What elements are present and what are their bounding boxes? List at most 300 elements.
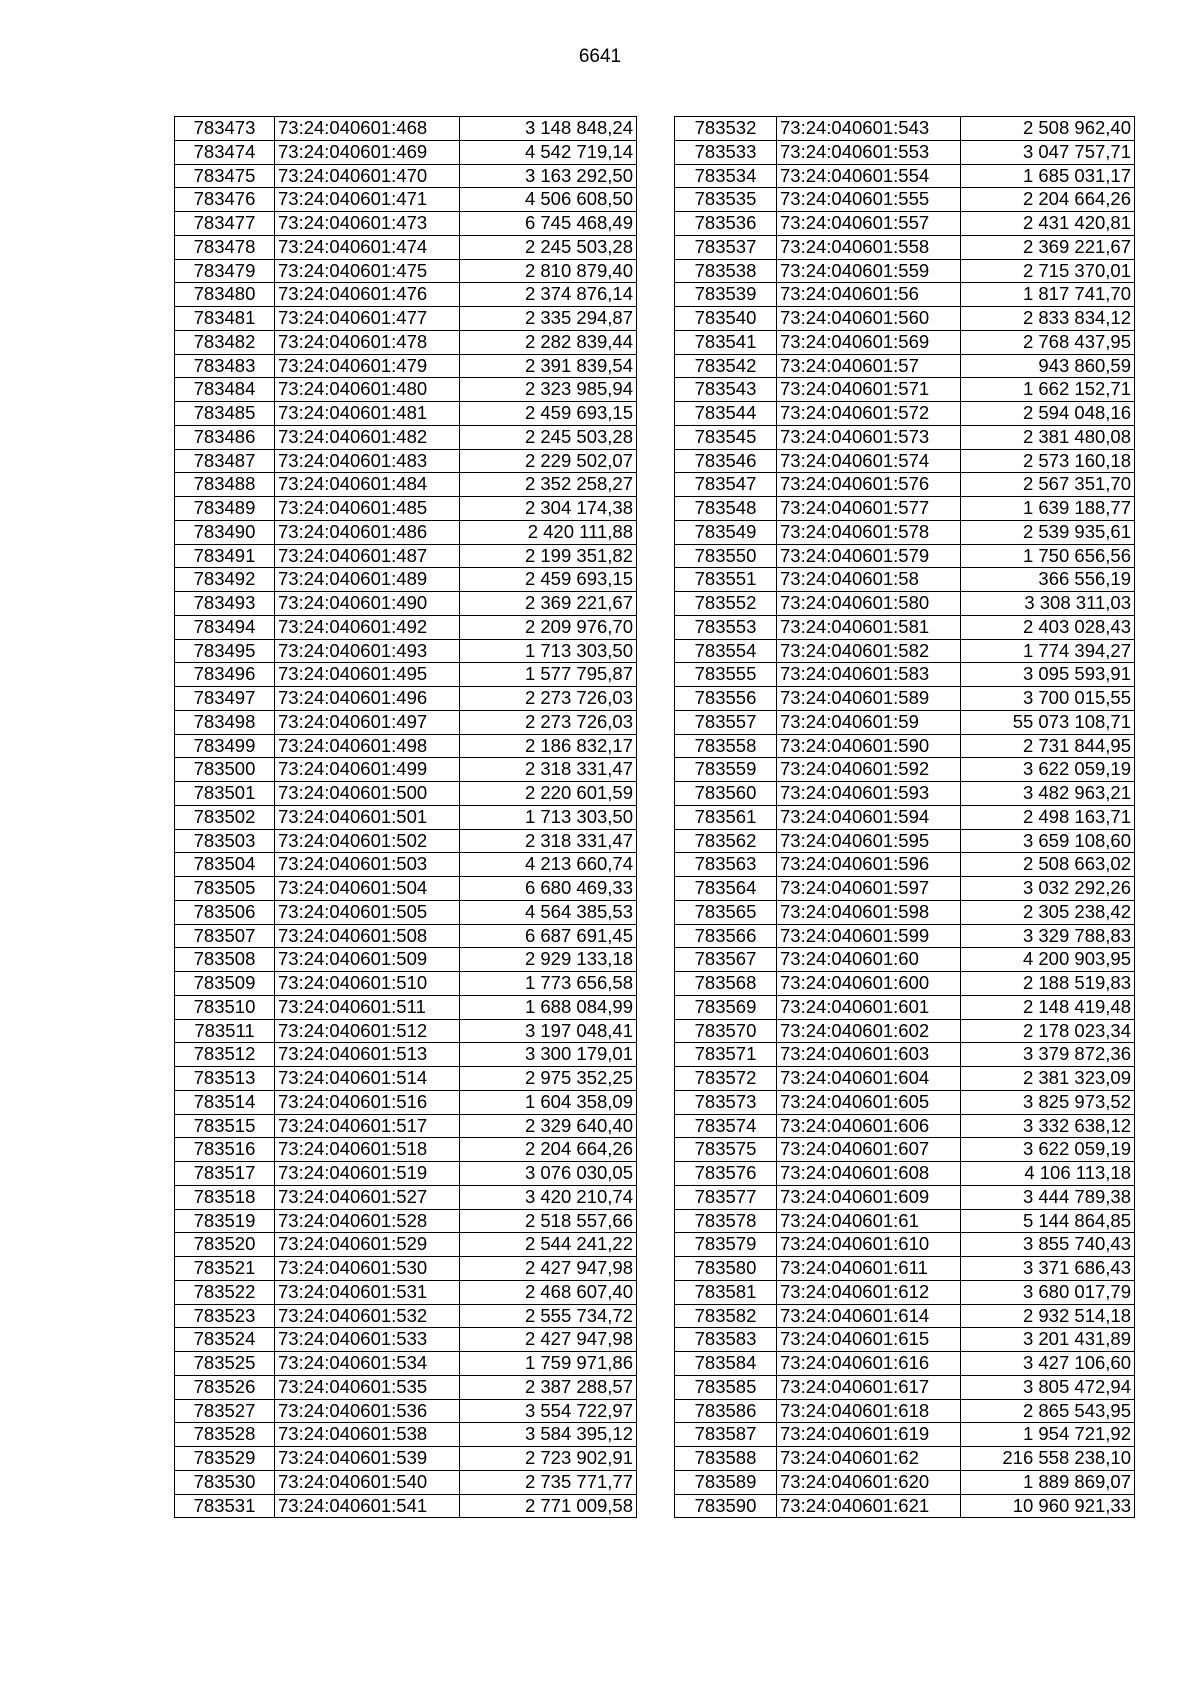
value-cell: 3 308 311,03 (961, 592, 1135, 616)
cadastral-number-cell: 73:24:040601:487 (275, 544, 460, 568)
cadastral-number-cell: 73:24:040601:592 (777, 758, 961, 782)
cadastral-number-cell: 73:24:040601:508 (275, 924, 460, 948)
value-cell: 3 700 015,55 (961, 687, 1135, 711)
table-row (675, 164, 1135, 188)
table-row (675, 924, 1135, 948)
value-cell: 2 374 876,14 (460, 283, 637, 307)
cadastral-number-cell: 73:24:040601:528 (275, 1209, 460, 1233)
value-cell: 6 687 691,45 (460, 924, 637, 948)
table-row (675, 1138, 1135, 1162)
value-cell: 3 197 048,41 (460, 1019, 637, 1043)
table-row (175, 1352, 637, 1376)
cadastral-number-cell: 73:24:040601:59 (777, 710, 961, 734)
value-cell: 2 209 976,70 (460, 615, 637, 639)
table-row (175, 1019, 637, 1043)
record-number-cell: 783495 (175, 639, 275, 663)
record-number-cell: 783513 (175, 1067, 275, 1091)
cadastral-number-cell: 73:24:040601:470 (275, 164, 460, 188)
record-number-cell: 783589 (675, 1470, 777, 1494)
table-row (175, 948, 637, 972)
table-row (175, 1138, 637, 1162)
value-cell: 10 960 921,33 (961, 1494, 1135, 1518)
cadastral-number-cell: 73:24:040601:618 (777, 1399, 961, 1423)
value-cell: 1 639 188,77 (961, 497, 1135, 521)
record-number-cell: 783484 (175, 378, 275, 402)
value-cell: 2 282 839,44 (460, 330, 637, 354)
record-number-cell: 783580 (675, 1257, 777, 1281)
cadastral-number-cell: 73:24:040601:482 (275, 425, 460, 449)
table-row (175, 117, 637, 141)
value-cell: 2 391 839,54 (460, 354, 637, 378)
cadastral-number-cell: 73:24:040601:600 (777, 972, 961, 996)
cadastral-number-cell: 73:24:040601:593 (777, 782, 961, 806)
record-number-cell: 783499 (175, 734, 275, 758)
cadastral-number-cell: 73:24:040601:577 (777, 497, 961, 521)
cadastral-number-cell: 73:24:040601:527 (275, 1185, 460, 1209)
record-number-cell: 783516 (175, 1138, 275, 1162)
cadastral-number-cell: 73:24:040601:530 (275, 1257, 460, 1281)
table-row (175, 805, 637, 829)
cadastral-number-cell: 73:24:040601:62 (777, 1447, 961, 1471)
value-cell: 2 335 294,87 (460, 307, 637, 331)
table-row (675, 1090, 1135, 1114)
record-number-cell: 783552 (675, 592, 777, 616)
record-number-cell: 783517 (175, 1162, 275, 1186)
cadastral-number-cell: 73:24:040601:594 (777, 805, 961, 829)
cadastral-number-cell: 73:24:040601:573 (777, 425, 961, 449)
cadastral-number-cell: 73:24:040601:589 (777, 687, 961, 711)
cadastral-number-cell: 73:24:040601:571 (777, 378, 961, 402)
value-cell: 2 431 420,81 (961, 212, 1135, 236)
cadastral-number-cell: 73:24:040601:578 (777, 520, 961, 544)
record-number-cell: 783541 (675, 330, 777, 354)
record-number-cell: 783478 (175, 235, 275, 259)
cadastral-number-cell: 73:24:040601:609 (777, 1185, 961, 1209)
table-row (675, 1114, 1135, 1138)
cadastral-number-cell: 73:24:040601:476 (275, 283, 460, 307)
record-number-cell: 783520 (175, 1233, 275, 1257)
table-row (675, 544, 1135, 568)
value-cell: 943 860,59 (961, 354, 1135, 378)
record-number-cell: 783532 (675, 117, 777, 141)
cadastral-number-cell: 73:24:040601:475 (275, 259, 460, 283)
record-number-cell: 783501 (175, 782, 275, 806)
table-row (175, 283, 637, 307)
cadastral-number-cell: 73:24:040601:474 (275, 235, 460, 259)
record-number-cell: 783492 (175, 568, 275, 592)
record-number-cell: 783543 (675, 378, 777, 402)
table-row (175, 710, 637, 734)
value-cell: 3 332 638,12 (961, 1114, 1135, 1138)
record-number-cell: 783537 (675, 235, 777, 259)
value-cell: 2 148 419,48 (961, 995, 1135, 1019)
cadastral-number-cell: 73:24:040601:617 (777, 1375, 961, 1399)
cadastral-number-cell: 73:24:040601:611 (777, 1257, 961, 1281)
record-number-cell: 783527 (175, 1399, 275, 1423)
record-number-cell: 783506 (175, 900, 275, 924)
record-number-cell: 783549 (675, 520, 777, 544)
cadastral-number-cell: 73:24:040601:616 (777, 1352, 961, 1376)
cadastral-number-cell: 73:24:040601:490 (275, 592, 460, 616)
value-cell: 4 213 660,74 (460, 853, 637, 877)
table-row (675, 663, 1135, 687)
value-cell: 2 468 607,40 (460, 1280, 637, 1304)
table-row (675, 900, 1135, 924)
cadastral-number-cell: 73:24:040601:531 (275, 1280, 460, 1304)
record-number-cell: 783559 (675, 758, 777, 782)
record-number-cell: 783571 (675, 1043, 777, 1067)
cadastral-number-cell: 73:24:040601:533 (275, 1328, 460, 1352)
record-number-cell: 783588 (675, 1447, 777, 1471)
cadastral-number-cell: 73:24:040601:514 (275, 1067, 460, 1091)
cadastral-number-cell: 73:24:040601:605 (777, 1090, 961, 1114)
table-row (175, 972, 637, 996)
table-row (175, 1162, 637, 1186)
record-number-cell: 783578 (675, 1209, 777, 1233)
cadastral-number-cell: 73:24:040601:607 (777, 1138, 961, 1162)
value-cell: 2 245 503,28 (460, 425, 637, 449)
table-row (175, 1470, 637, 1494)
cadastral-number-cell: 73:24:040601:512 (275, 1019, 460, 1043)
value-cell: 3 622 059,19 (961, 1138, 1135, 1162)
record-number-cell: 783550 (675, 544, 777, 568)
table-row (675, 592, 1135, 616)
record-number-cell: 783557 (675, 710, 777, 734)
record-number-cell: 783490 (175, 520, 275, 544)
value-cell: 2 403 028,43 (961, 615, 1135, 639)
table-row (675, 1399, 1135, 1423)
cadastral-number-cell: 73:24:040601:493 (275, 639, 460, 663)
table-row (675, 639, 1135, 663)
value-cell: 2 723 902,91 (460, 1447, 637, 1471)
cadastral-number-cell: 73:24:040601:603 (777, 1043, 961, 1067)
record-number-cell: 783581 (675, 1280, 777, 1304)
cadastral-number-cell: 73:24:040601:504 (275, 877, 460, 901)
value-cell: 3 201 431,89 (961, 1328, 1135, 1352)
cadastral-number-cell: 73:24:040601:536 (275, 1399, 460, 1423)
table-row (175, 1304, 637, 1328)
table-row (675, 1019, 1135, 1043)
record-number-cell: 783477 (175, 212, 275, 236)
table-row (675, 853, 1135, 877)
table-row (675, 1233, 1135, 1257)
cadastral-number-cell: 73:24:040601:478 (275, 330, 460, 354)
table-row (675, 402, 1135, 426)
record-number-cell: 783528 (175, 1423, 275, 1447)
value-cell: 2 273 726,03 (460, 687, 637, 711)
table-row (675, 117, 1135, 141)
value-cell: 2 229 502,07 (460, 449, 637, 473)
table-row (675, 948, 1135, 972)
record-number-cell: 783583 (675, 1328, 777, 1352)
cadastral-number-cell: 73:24:040601:606 (777, 1114, 961, 1138)
value-cell: 3 659 108,60 (961, 829, 1135, 853)
record-number-cell: 783556 (675, 687, 777, 711)
record-number-cell: 783525 (175, 1352, 275, 1376)
cadastral-number-cell: 73:24:040601:574 (777, 449, 961, 473)
table-row (175, 1114, 637, 1138)
value-cell: 1 713 303,50 (460, 805, 637, 829)
table-row (175, 140, 637, 164)
cadastral-number-cell: 73:24:040601:612 (777, 1280, 961, 1304)
record-number-cell: 783521 (175, 1257, 275, 1281)
table-row (175, 568, 637, 592)
table-row (675, 829, 1135, 853)
record-number-cell: 783529 (175, 1447, 275, 1471)
value-cell: 1 685 031,17 (961, 164, 1135, 188)
record-number-cell: 783474 (175, 140, 275, 164)
cadastral-number-cell: 73:24:040601:610 (777, 1233, 961, 1257)
record-number-cell: 783590 (675, 1494, 777, 1518)
value-cell: 2 220 601,59 (460, 782, 637, 806)
table-row (675, 283, 1135, 307)
record-number-cell: 783548 (675, 497, 777, 521)
record-number-cell: 783510 (175, 995, 275, 1019)
table-row (175, 473, 637, 497)
record-number-cell: 783554 (675, 639, 777, 663)
cadastral-number-cell: 73:24:040601:489 (275, 568, 460, 592)
table-row (175, 1185, 637, 1209)
table-row (675, 1043, 1135, 1067)
value-cell: 1 773 656,58 (460, 972, 637, 996)
record-number-cell: 783536 (675, 212, 777, 236)
value-cell: 1 889 869,07 (961, 1470, 1135, 1494)
record-number-cell: 783587 (675, 1423, 777, 1447)
table-row (675, 449, 1135, 473)
cadastral-number-cell: 73:24:040601:559 (777, 259, 961, 283)
value-cell: 3 584 395,12 (460, 1423, 637, 1447)
record-number-cell: 783572 (675, 1067, 777, 1091)
record-number-cell: 783476 (175, 188, 275, 212)
record-number-cell: 783540 (675, 307, 777, 331)
value-cell: 2 188 519,83 (961, 972, 1135, 996)
value-cell: 2 387 288,57 (460, 1375, 637, 1399)
table-row (675, 1328, 1135, 1352)
record-number-cell: 783579 (675, 1233, 777, 1257)
cadastral-number-cell: 73:24:040601:579 (777, 544, 961, 568)
table-row (675, 378, 1135, 402)
value-cell: 2 518 557,66 (460, 1209, 637, 1233)
record-number-cell: 783497 (175, 687, 275, 711)
value-cell: 2 329 640,40 (460, 1114, 637, 1138)
record-number-cell: 783526 (175, 1375, 275, 1399)
cadastral-number-cell: 73:24:040601:541 (275, 1494, 460, 1518)
value-cell: 2 318 331,47 (460, 829, 637, 853)
table-row (175, 1090, 637, 1114)
cadastral-number-cell: 73:24:040601:538 (275, 1423, 460, 1447)
record-number-cell: 783488 (175, 473, 275, 497)
record-number-cell: 783542 (675, 354, 777, 378)
record-number-cell: 783514 (175, 1090, 275, 1114)
value-cell: 2 715 370,01 (961, 259, 1135, 283)
value-cell: 1 750 656,56 (961, 544, 1135, 568)
table-row (675, 473, 1135, 497)
value-cell: 3 622 059,19 (961, 758, 1135, 782)
cadastral-number-cell: 73:24:040601:57 (777, 354, 961, 378)
cadastral-number-cell: 73:24:040601:500 (275, 782, 460, 806)
value-cell: 2 573 160,18 (961, 449, 1135, 473)
cadastral-number-cell: 73:24:040601:580 (777, 592, 961, 616)
value-cell: 2 555 734,72 (460, 1304, 637, 1328)
cadastral-number-cell: 73:24:040601:505 (275, 900, 460, 924)
cadastral-number-cell: 73:24:040601:576 (777, 473, 961, 497)
record-number-cell: 783500 (175, 758, 275, 782)
value-cell: 2 178 023,34 (961, 1019, 1135, 1043)
record-number-cell: 783530 (175, 1470, 275, 1494)
table-row (175, 378, 637, 402)
value-cell: 1 604 358,09 (460, 1090, 637, 1114)
page-number: 6641 (578, 46, 622, 67)
table-row (175, 687, 637, 711)
cadastral-number-cell: 73:24:040601:473 (275, 212, 460, 236)
value-cell: 4 564 385,53 (460, 900, 637, 924)
cadastral-number-cell: 73:24:040601:485 (275, 497, 460, 521)
record-number-cell: 783573 (675, 1090, 777, 1114)
cadastral-number-cell: 73:24:040601:519 (275, 1162, 460, 1186)
record-number-cell: 783511 (175, 1019, 275, 1043)
record-number-cell: 783475 (175, 164, 275, 188)
cadastral-number-cell: 73:24:040601:509 (275, 948, 460, 972)
cadastral-number-cell: 73:24:040601:496 (275, 687, 460, 711)
record-number-cell: 783576 (675, 1162, 777, 1186)
value-cell: 1 759 971,86 (460, 1352, 637, 1376)
table-row (675, 140, 1135, 164)
table-row (675, 758, 1135, 782)
cadastral-number-cell: 73:24:040601:483 (275, 449, 460, 473)
value-cell: 2 369 221,67 (460, 592, 637, 616)
table-row (175, 1257, 637, 1281)
table-row (175, 1233, 637, 1257)
record-number-cell: 783493 (175, 592, 275, 616)
cadastral-number-cell: 73:24:040601:615 (777, 1328, 961, 1352)
table-row (175, 782, 637, 806)
record-number-cell: 783503 (175, 829, 275, 853)
record-number-cell: 783491 (175, 544, 275, 568)
value-cell: 2 459 693,15 (460, 568, 637, 592)
value-cell: 2 768 437,95 (961, 330, 1135, 354)
value-cell: 2 199 351,82 (460, 544, 637, 568)
registry-table-left (174, 116, 637, 1518)
record-number-cell: 783577 (675, 1185, 777, 1209)
cadastral-number-cell: 73:24:040601:471 (275, 188, 460, 212)
value-cell: 3 329 788,83 (961, 924, 1135, 948)
cadastral-number-cell: 73:24:040601:597 (777, 877, 961, 901)
value-cell: 4 106 113,18 (961, 1162, 1135, 1186)
table-row (675, 995, 1135, 1019)
record-number-cell: 783483 (175, 354, 275, 378)
table-row (175, 1447, 637, 1471)
cadastral-number-cell: 73:24:040601:619 (777, 1423, 961, 1447)
value-cell: 2 498 163,71 (961, 805, 1135, 829)
table-row (675, 235, 1135, 259)
table-row (175, 1494, 637, 1518)
value-cell: 5 144 864,85 (961, 1209, 1135, 1233)
table-row (175, 829, 637, 853)
value-cell: 4 200 903,95 (961, 948, 1135, 972)
value-cell: 2 273 726,03 (460, 710, 637, 734)
record-number-cell: 783523 (175, 1304, 275, 1328)
table-row (175, 212, 637, 236)
record-number-cell: 783502 (175, 805, 275, 829)
table-row (675, 805, 1135, 829)
record-number-cell: 783498 (175, 710, 275, 734)
cadastral-number-cell: 73:24:040601:518 (275, 1138, 460, 1162)
cadastral-number-cell: 73:24:040601:481 (275, 402, 460, 426)
record-number-cell: 783508 (175, 948, 275, 972)
table-row (175, 900, 637, 924)
record-number-cell: 783546 (675, 449, 777, 473)
table-row (675, 568, 1135, 592)
value-cell: 2 352 258,27 (460, 473, 637, 497)
table-row (675, 1447, 1135, 1471)
value-cell: 3 371 686,43 (961, 1257, 1135, 1281)
value-cell: 1 662 152,71 (961, 378, 1135, 402)
record-number-cell: 783568 (675, 972, 777, 996)
cadastral-number-cell: 73:24:040601:583 (777, 663, 961, 687)
value-cell: 3 825 973,52 (961, 1090, 1135, 1114)
table-row (175, 402, 637, 426)
value-cell: 2 771 009,58 (460, 1494, 637, 1518)
record-number-cell: 783539 (675, 283, 777, 307)
registry-table-right (674, 116, 1135, 1518)
cadastral-number-cell: 73:24:040601:599 (777, 924, 961, 948)
record-number-cell: 783515 (175, 1114, 275, 1138)
table-row (175, 520, 637, 544)
record-number-cell: 783555 (675, 663, 777, 687)
record-number-cell: 783569 (675, 995, 777, 1019)
cadastral-number-cell: 73:24:040601:590 (777, 734, 961, 758)
record-number-cell: 783574 (675, 1114, 777, 1138)
record-number-cell: 783553 (675, 615, 777, 639)
table-row (675, 1494, 1135, 1518)
table-row (175, 164, 637, 188)
record-number-cell: 783480 (175, 283, 275, 307)
record-number-cell: 783494 (175, 615, 275, 639)
cadastral-number-cell: 73:24:040601:582 (777, 639, 961, 663)
value-cell: 2 318 331,47 (460, 758, 637, 782)
table-row (675, 1209, 1135, 1233)
table-row (175, 188, 637, 212)
table-row (675, 687, 1135, 711)
table-row (175, 1280, 637, 1304)
cadastral-number-cell: 73:24:040601:61 (777, 1209, 961, 1233)
record-number-cell: 783479 (175, 259, 275, 283)
table-row (675, 710, 1135, 734)
table-row (675, 425, 1135, 449)
table-row (175, 663, 637, 687)
value-cell: 2 975 352,25 (460, 1067, 637, 1091)
record-number-cell: 783489 (175, 497, 275, 521)
table-row (175, 1328, 637, 1352)
record-number-cell: 783507 (175, 924, 275, 948)
value-cell: 3 554 722,97 (460, 1399, 637, 1423)
record-number-cell: 783496 (175, 663, 275, 687)
value-cell: 1 817 741,70 (961, 283, 1135, 307)
value-cell: 4 542 719,14 (460, 140, 637, 164)
cadastral-number-cell: 73:24:040601:479 (275, 354, 460, 378)
cadastral-number-cell: 73:24:040601:598 (777, 900, 961, 924)
record-number-cell: 783533 (675, 140, 777, 164)
record-number-cell: 783524 (175, 1328, 275, 1352)
record-number-cell: 783547 (675, 473, 777, 497)
cadastral-number-cell: 73:24:040601:620 (777, 1470, 961, 1494)
value-cell: 2 810 879,40 (460, 259, 637, 283)
record-number-cell: 783512 (175, 1043, 275, 1067)
record-number-cell: 783534 (675, 164, 777, 188)
table-row (175, 639, 637, 663)
cadastral-number-cell: 73:24:040601:516 (275, 1090, 460, 1114)
cadastral-number-cell: 73:24:040601:608 (777, 1162, 961, 1186)
